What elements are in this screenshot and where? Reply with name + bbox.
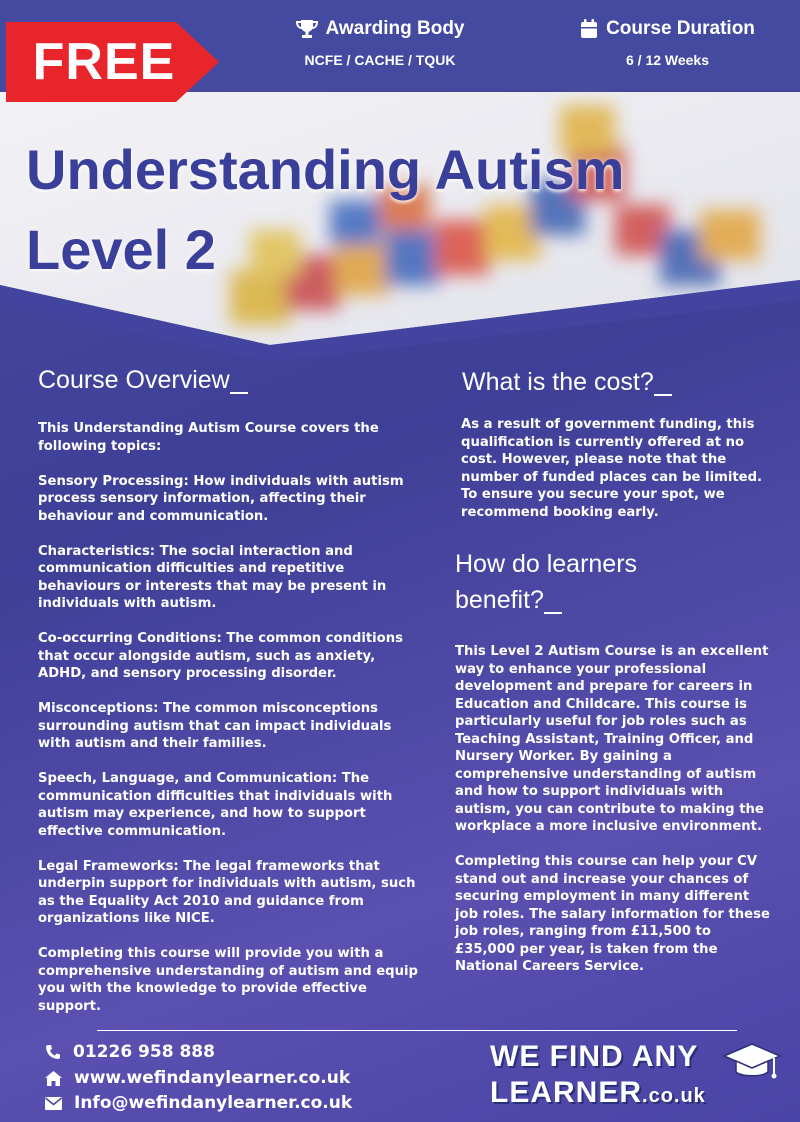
- website-link[interactable]: www.wefindanylearner.co.uk: [74, 1068, 351, 1088]
- benefit-paragraph: This Level 2 Autism Course is an excellent way to enhance your professional development and prepare for careers in Education and Childcare. This course is particularly useful for job roles such as Teaching Assistant, Training Officer, and Nursery Worker. By gaining a comprehensive understanding of autism and how to support individuals with autism, you can contribute to making the workplace a more inclusive environment.: [455, 644, 769, 834]
- awarding-body: [285, 18, 475, 68]
- company-logo: [490, 1040, 790, 1115]
- course-overview-text: [38, 420, 423, 1033]
- overview-paragraph: Sensory Processing: How individuals with autism process sensory information, affecting their behaviour and communication.: [38, 473, 404, 524]
- overview-paragraph: Co-occurring Conditions: The common conditions that occur alongside autism, such as anxiety, ADHD, and sensory processing disorder.: [38, 631, 403, 681]
- trophy-icon: [296, 19, 318, 39]
- overview-paragraph: Speech, Language, and Communication: The communication difficulties that individuals with autism may experience, and how to support effective communication.: [38, 771, 393, 839]
- course-duration-label: Course Duration: [606, 18, 755, 39]
- benefit-heading: How do learners benefit?: [455, 550, 638, 614]
- overview-paragraph: Completing this course will provide you with a comprehensive understanding of autism and equip you with the knowledge to provide effective support.: [38, 946, 418, 1014]
- contact-website[interactable]: [45, 1068, 350, 1088]
- overview-paragraph: Characteristics: The social interaction and communication difficulties and repetitive behaviours or interests that may be present in individuals with autism.: [38, 543, 387, 611]
- course-duration-value: 6 / 12 Weeks: [625, 52, 710, 68]
- benefit-paragraph: Completing this course can help your CV stand out and increase your chances of securing employment in many different job roles. The salary information for these job roles, ranging from £11,500 to £35,000 per year, is taken from the National Careers Service.: [455, 854, 770, 974]
- phone-number[interactable]: 01226 958 888: [73, 1042, 215, 1062]
- envelope-icon: [45, 1097, 62, 1110]
- cost-text: [461, 416, 779, 539]
- footer-divider: [97, 1030, 737, 1031]
- home-icon: [45, 1071, 62, 1086]
- awarding-body-value: NCFE / CACHE / TQUK: [304, 52, 456, 68]
- phone-icon: [45, 1044, 61, 1060]
- awarding-body-label: Awarding Body: [325, 18, 465, 39]
- title-line-2: Level 2: [26, 218, 216, 281]
- course-duration: [570, 18, 765, 68]
- cost-heading: What is the cost?: [462, 364, 672, 400]
- overview-paragraph: Misconceptions: The common misconceptions surrounding autism that can impact individuals with autism and their families.: [38, 701, 392, 751]
- overview-paragraph: Legal Frameworks: The legal frameworks that underpin support for individuals with autism, such as the Equality Act 2010 and guidance from organizations like NICE.: [38, 858, 416, 926]
- cost-paragraph: As a result of government funding, this qualification is currently offered at no cost. However, please note that the number of funded places can be limited. To ensure you secure your spot, we recommend booking early.: [461, 417, 763, 520]
- contact-phone[interactable]: [45, 1042, 215, 1062]
- graduation-cap-icon: [722, 1040, 782, 1100]
- logo-line-1: WE FIND ANY: [490, 1040, 699, 1073]
- calendar-icon: [580, 19, 598, 39]
- email-link[interactable]: Info@wefindanylearner.co.uk: [74, 1093, 353, 1113]
- course-overview-heading: Course Overview: [38, 362, 248, 398]
- free-label: FREE: [32, 33, 176, 91]
- benefit-text: [455, 643, 775, 993]
- contact-email[interactable]: [45, 1093, 352, 1113]
- page-title: [26, 130, 786, 290]
- overview-paragraph: This Understanding Autism Course covers the following topics:: [38, 421, 379, 454]
- logo-line-2: LEARNER.co.uk: [490, 1076, 706, 1109]
- title-line-1: Understanding Autism: [26, 138, 625, 201]
